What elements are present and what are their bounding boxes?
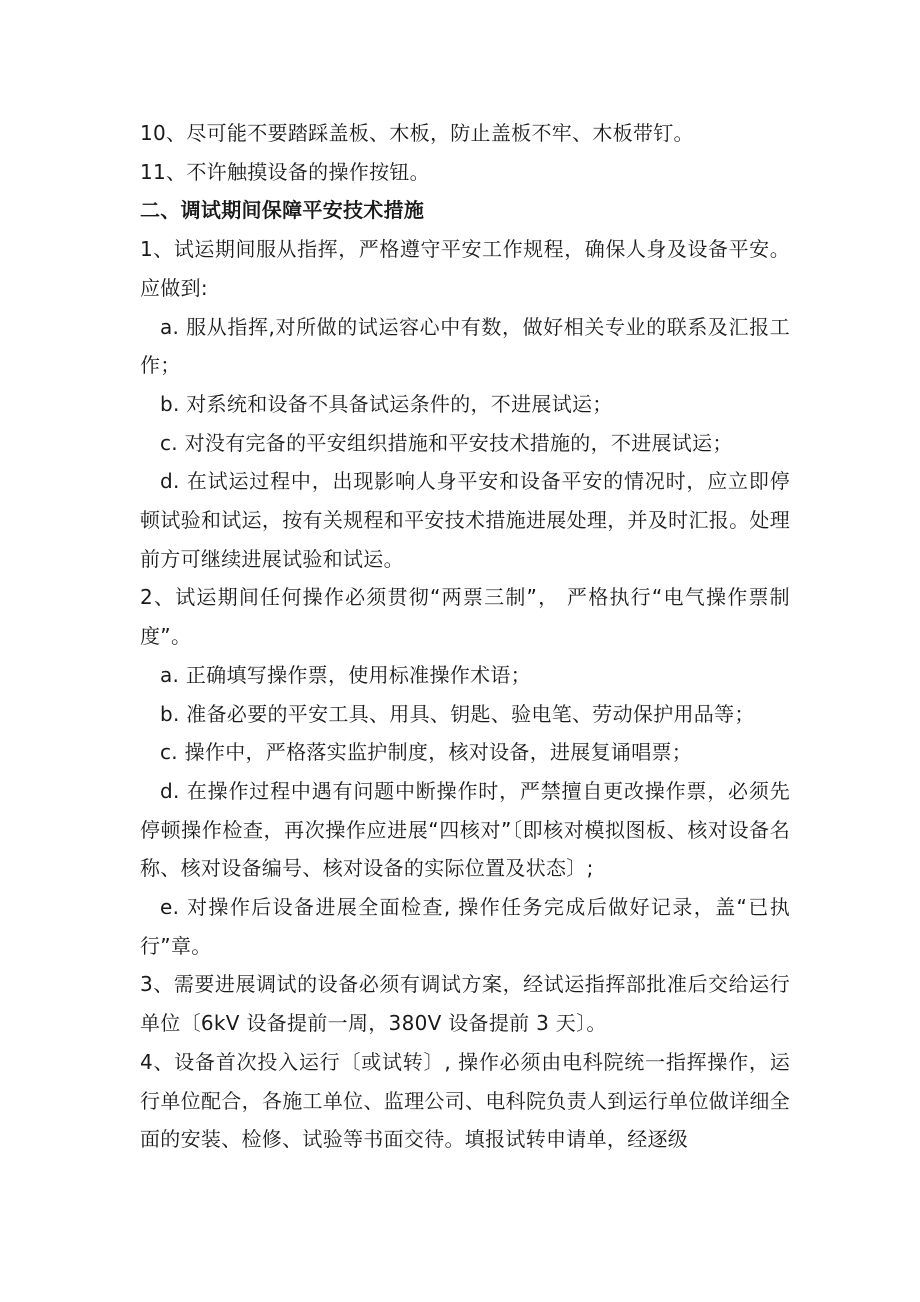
paragraph-measure-3: 3、需要进展调试的设备必须有调试方案，经试运指挥部批准后交给运行单位〔6kV 设备提前一周，380V 设备提前 3 天〕。 [140,972,790,1036]
sub-item-e-2: e. 对操作后设备进展全面检查, 操作任务完成后做好记录，盖“已执行”章。 [140,895,790,958]
sub-item-b: b. 对系统和设备不具备试运条件的，不进展试运； [160,391,613,416]
sub-item-c-2: c. 操作中，严格落实监护制度，核对设备，进展复诵唱票； [160,740,693,765]
paragraph-measure-2: 2、试运期间任何操作必须贯彻“两票三制”， 严格执行“电气操作票制度”。 [140,585,790,649]
section-heading: 二、调试期间保障平安技术措施 [140,198,425,223]
sub-item-b-2: b. 准备必要的平安工具、用具、钥匙、验电笔、劳动保护用品等； [160,701,755,726]
sub-item-a: a. 服从指挥,对所做的试运容心中有数，做好相关专业的联系及汇报工作； [140,314,790,378]
paragraph-measure-1: 1、试运期间服从指挥，严格遵守平安工作规程，确保人身及设备平安。应做到: [140,237,790,300]
paragraph-item-10: 10、尽可能不要踏踩盖板、木板，防止盖板不牢、木板带钉。 [140,121,694,145]
paragraph-measure-4: 4、设备首次投入运行〔或试转〕, 操作必须由电科院统一指挥操作，运行单位配合，各施工单位、监理公司、电科院负责人到运行单位做详细全面的安装、检修、试验等书面交待。填报试转申请单，经逐级 [140,1049,790,1152]
sub-item-d: d. 在试运过程中，出现影响人身平安和设备平安的情况时，应立即停顿试验和试运，按有关规程和平安技术措施进展处理，并及时汇报。处理前方可继续进展试验和试运。 [140,469,790,571]
paragraph-item-11: 11、不许触摸设备的操作按钮。 [140,159,430,184]
sub-item-c: c. 对没有完备的平安组织措施和平安技术措施的，不进展试运； [160,430,733,455]
sub-item-a-2: a. 正确填写操作票，使用标准操作术语； [160,662,531,687]
sub-item-d-2: d. 在操作过程中遇有问题中断操作时，严禁擅自更改操作票，必须先停顿操作检查，再次操作应进展“四核对”〔即核对模拟图板、核对设备名称、核对设备编号、核对设备的实际位置及状态〕; [140,778,790,881]
document-page [140,114,790,1159]
